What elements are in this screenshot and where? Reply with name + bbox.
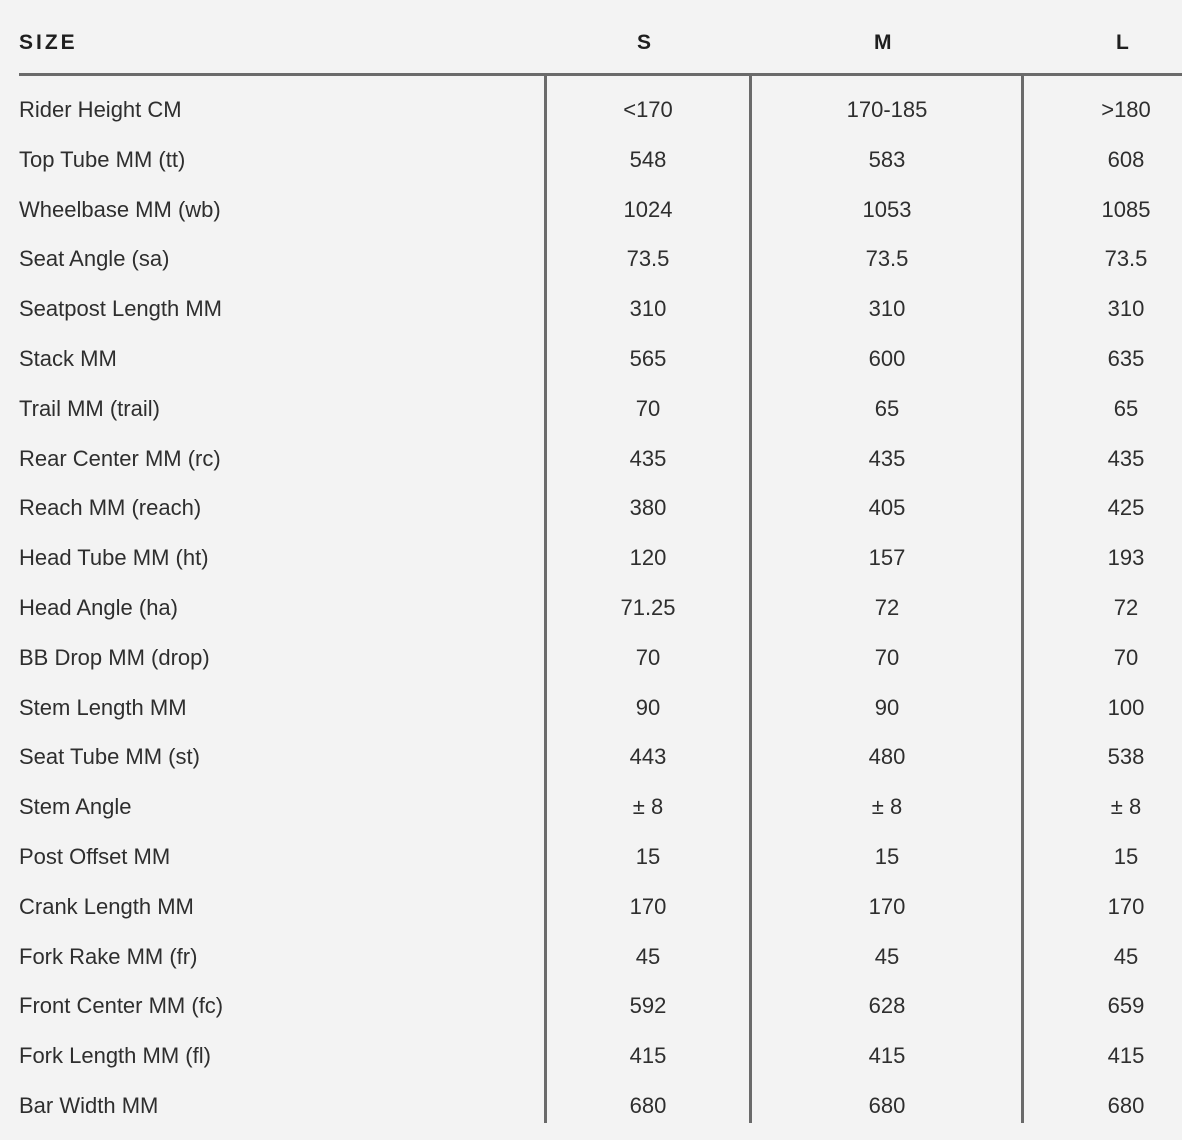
table-row [0,185,1182,235]
value-size-m: 680 [868,1092,906,1118]
value-size-m: 310 [868,296,906,322]
value-size-m: 73.5 [865,246,909,272]
value-size-l: >180 [1101,97,1151,122]
table-row [0,533,1182,583]
value-size-s: 592 [629,993,667,1019]
row-label: Front Center MM (fc) [19,993,224,1019]
table-row [0,732,1182,782]
row-label: Rider Height CM [19,97,182,122]
value-size-l: 310 [1107,296,1145,322]
value-size-s: 45 [635,943,661,969]
size-header-l: L [1116,31,1132,54]
value-size-m: 480 [868,744,906,770]
value-size-l: 73.5 [1104,246,1148,272]
value-size-s: <170 [623,97,673,122]
value-size-m: 90 [874,694,900,720]
table-header [0,0,1182,76]
value-size-m: 72 [874,594,900,620]
value-size-s: 73.5 [626,246,670,272]
value-size-l: 608 [1107,146,1145,172]
value-size-m: 65 [874,395,900,421]
value-size-s: ± 8 [632,794,664,820]
table-body [0,85,1182,1131]
table-row [0,683,1182,733]
row-label: Head Tube MM (ht) [19,545,209,571]
row-label: Seat Tube MM (st) [19,744,200,770]
value-size-s: 443 [629,744,667,770]
value-size-s: 680 [629,1092,667,1118]
value-size-s: 120 [629,545,667,571]
table-row [0,1031,1182,1081]
value-size-l: 170 [1107,893,1145,919]
value-size-l: ± 8 [1110,794,1142,820]
value-size-m: 1053 [862,196,912,222]
row-label: Wheelbase MM (wb) [19,196,221,222]
table-row [0,384,1182,434]
size-header-m: M [874,31,895,54]
value-size-l: 435 [1107,445,1145,471]
value-size-m: 415 [868,1043,906,1069]
value-size-l: 1085 [1101,196,1151,222]
value-size-m: 600 [868,345,906,371]
value-size-s: 415 [629,1043,667,1069]
table-row [0,782,1182,832]
table-row [0,1081,1182,1131]
table-row [0,284,1182,334]
value-size-m: 15 [874,843,900,869]
value-size-l: 15 [1113,843,1139,869]
row-label: Stem Angle [19,794,132,820]
row-label: Crank Length MM [19,893,194,919]
value-size-s: 170 [629,893,667,919]
value-size-l: 415 [1107,1043,1145,1069]
value-size-m: 405 [868,495,906,521]
row-label: BB Drop MM (drop) [19,644,210,670]
table-row [0,234,1182,284]
row-label: Post Offset MM [19,843,171,869]
value-size-m: 628 [868,993,906,1019]
value-size-s: 548 [629,146,667,172]
table-row [0,483,1182,533]
table-row [0,583,1182,633]
value-size-m: 583 [868,146,906,172]
table-row [0,932,1182,982]
value-size-s: 70 [635,395,661,421]
value-size-l: 193 [1107,545,1145,571]
value-size-s: 71.25 [620,594,676,620]
value-size-s: 435 [629,445,667,471]
value-size-s: 565 [629,345,667,371]
value-size-s: 1024 [623,196,673,222]
row-label: Seatpost Length MM [19,296,223,322]
row-label: Reach MM (reach) [19,495,202,521]
value-size-s: 380 [629,495,667,521]
value-size-l: 100 [1107,694,1145,720]
table-row [0,434,1182,484]
row-label: Stem Length MM [19,694,187,720]
row-label: Head Angle (ha) [19,594,178,620]
row-label: Rear Center MM (rc) [19,445,221,471]
value-size-s: 15 [635,843,661,869]
row-label: Trail MM (trail) [19,395,160,421]
value-size-l: 635 [1107,345,1145,371]
value-size-l: 70 [1113,644,1139,670]
table-row [0,882,1182,932]
value-size-l: 45 [1113,943,1139,969]
table-row [0,85,1182,135]
row-label: Bar Width MM [19,1092,159,1118]
table-row [0,633,1182,683]
value-size-l: 425 [1107,495,1145,521]
row-label: Fork Length MM (fl) [19,1043,211,1069]
table-row [0,334,1182,384]
size-header-s: S [637,31,655,54]
value-size-s: 70 [635,644,661,670]
size-header-label: SIZE [19,31,78,54]
value-size-m: 45 [874,943,900,969]
row-label: Fork Rake MM (fr) [19,943,198,969]
table-row [0,832,1182,882]
value-size-m: 70 [874,644,900,670]
value-size-l: 680 [1107,1092,1145,1118]
value-size-m: ± 8 [871,794,903,820]
value-size-l: 538 [1107,744,1145,770]
value-size-m: 157 [868,545,906,571]
value-size-s: 310 [629,296,667,322]
value-size-s: 90 [635,694,661,720]
value-size-l: 65 [1113,395,1139,421]
value-size-l: 72 [1113,594,1139,620]
header-divider [19,73,1182,76]
value-size-m: 435 [868,445,906,471]
value-size-l: 659 [1107,993,1145,1019]
row-label: Seat Angle (sa) [19,246,170,272]
row-label: Stack MM [19,345,117,371]
table-row [0,135,1182,185]
table-row [0,981,1182,1031]
value-size-m: 170-185 [846,97,928,122]
value-size-m: 170 [868,893,906,919]
row-label: Top Tube MM (tt) [19,146,186,172]
